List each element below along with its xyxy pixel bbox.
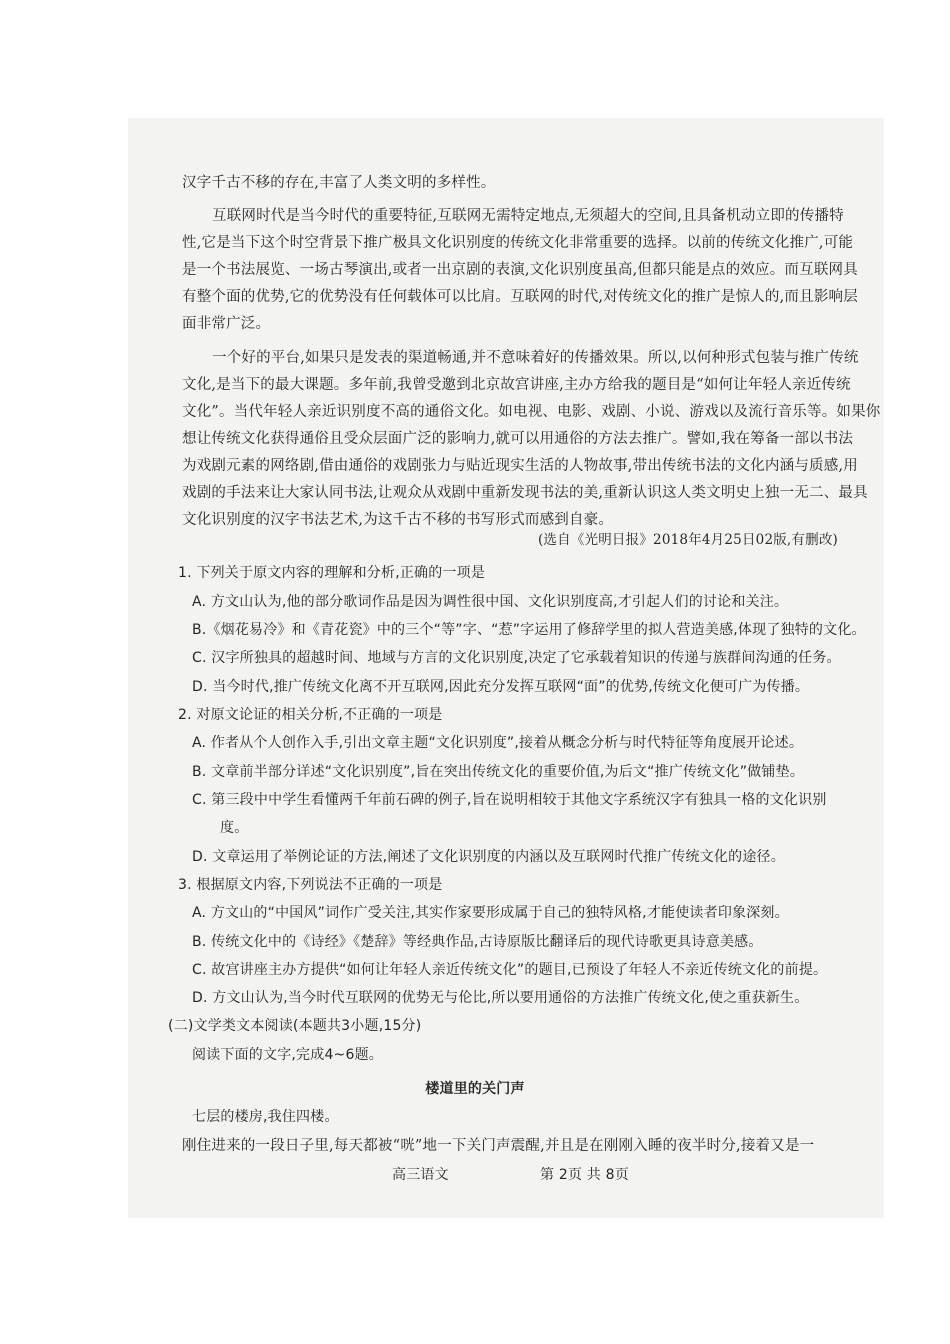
passage-line: 是一个书法展览、一场古琴演出,或者一出京剧的表演,文化识别度虽高,但都只能是点的效应。而互联网具 <box>182 262 858 278</box>
question-option: A. 方文山认为,他的部分歌词作品是因为调性很中国、文化识别度高,才引起人们的讨论和关注。 <box>192 594 789 610</box>
footer-subject: 高三语文 <box>392 1167 449 1183</box>
story-line: 刚住进来的一段日子里,每天都被“咣”地一下关门声震醒,并且是在刚刚入睡的夜半时分,接着又是一 <box>182 1138 815 1154</box>
question-option: D. 方文山认为,当今时代互联网的优势无与伦比,所以要用通俗的方法推广传统文化,使之重获新生。 <box>192 990 809 1006</box>
question-stem: 3. 根据原文内容,下列说法不正确的一项是 <box>178 877 443 893</box>
question-option-continued: 度。 <box>220 820 249 836</box>
passage-line: 文化”。当代年轻人亲近识别度不高的通俗文化。如电视、电影、戏剧、小说、游戏以及流行音乐等。如果你 <box>182 404 881 420</box>
story-title: 楼道里的关门声 <box>425 1081 525 1097</box>
question-option: A. 方文山的“中国风”词作广受关注,其实作家要形成属于自己的独特风格,才能使读者印象深刻。 <box>192 905 789 921</box>
passage-line: 为戏剧元素的网络剧,借由通俗的戏剧张力与贴近现实生活的人物故事,带出传统书法的文化内涵与质感,用 <box>182 458 858 474</box>
passage-line: 想让传统文化获得通俗且受众层面广泛的影响力,就可以用通俗的方法去推广。譬如,我在筹备一部以书法 <box>182 431 854 447</box>
question-option: B. 文章前半部分详述“文化识别度”,旨在突出传统文化的重要价值,为后文“推广传统文化”做铺垫。 <box>192 764 805 780</box>
instruction-text: 阅读下面的文字,完成4~6题。 <box>192 1047 383 1063</box>
footer-page-number: 第 2页 共 8页 <box>540 1167 629 1183</box>
passage-line: 汉字千古不移的存在,丰富了人类文明的多样性。 <box>182 175 496 191</box>
passage-line: 互联网时代是当今时代的重要特征,互联网无需特定地点,无须超大的空间,且具备机动立即的传播特 <box>212 208 844 224</box>
section-header: (二)文学类文本阅读(本题共3小题,15分) <box>168 1018 422 1034</box>
question-option: C. 汉字所独具的超越时间、地域与方言的文化识别度,决定了它承载着知识的传递与族群间沟通的任务。 <box>192 650 841 666</box>
story-line: 七层的楼房,我住四楼。 <box>192 1109 339 1125</box>
passage-line: 有整个面的优势,它的优势没有任何载体可以比肩。互联网的时代,对传统文化的推广是惊人的,而且影响层 <box>182 289 858 305</box>
question-option: C. 故宫讲座主办方提供“如何让年轻人亲近传统文化”的题目,已预设了年轻人不亲近传统文化的前提。 <box>192 962 828 978</box>
question-option: D. 文章运用了举例论证的方法,阐述了文化识别度的内涵以及互联网时代推广传统文化的途径。 <box>192 849 785 865</box>
question-stem: 1. 下列关于原文内容的理解和分析,正确的一项是 <box>178 565 486 581</box>
passage-line: 文化,是当下的最大课题。多年前,我曾受邀到北京故宫讲座,主办方给我的题目是“如何让年轻人亲近传统 <box>182 377 851 393</box>
question-option: A. 作者从个人创作入手,引出文章主题“文化识别度”,接着从概念分析与时代特征等角度展开论述。 <box>192 735 804 751</box>
question-option: B. 传统文化中的《诗经》《楚辞》等经典作品,古诗原版比翻译后的现代诗歌更具诗意美感。 <box>192 934 763 950</box>
question-option: C. 第三段中中学生看懂两千年前石碑的例子,旨在说明相较于其他文字系统汉字有独具一格的文化识别 <box>192 792 827 808</box>
passage-line: 戏剧的手法来让大家认同书法,让观众从戏剧中重新发现书法的美,重新认识这人类文明史上独一无二、最具 <box>182 485 868 501</box>
passage-line: 性,它是当下这个时空背景下推广极具文化识别度的传统文化非常重要的选择。以前的传统文化推广,可能 <box>182 235 854 251</box>
question-stem: 2. 对原文论证的相关分析,不正确的一项是 <box>178 707 443 723</box>
passage-line: 文化识别度的汉字书法艺术,为这千古不移的书写形式而感到自豪。 <box>182 512 614 528</box>
question-option: D. 当今时代,推广传统文化离不开互联网,因此充分发挥互联网“面”的优势,传统文化便可广为传播。 <box>192 679 810 695</box>
passage-line: 一个好的平台,如果只是发表的渠道畅通,并不意味着好的传播效果。所以,以何种形式包装与推广传统 <box>212 350 859 366</box>
passage-line: 面非常广泛。 <box>182 316 271 332</box>
source-note: (选自《光明日报》2018年4月25日02版,有删改) <box>537 532 838 548</box>
question-option: B.《烟花易冷》和《青花瓷》中的三个“等”字、“惹”字运用了修辞学里的拟人营造美感,体现了独特的文化。 <box>192 622 866 638</box>
